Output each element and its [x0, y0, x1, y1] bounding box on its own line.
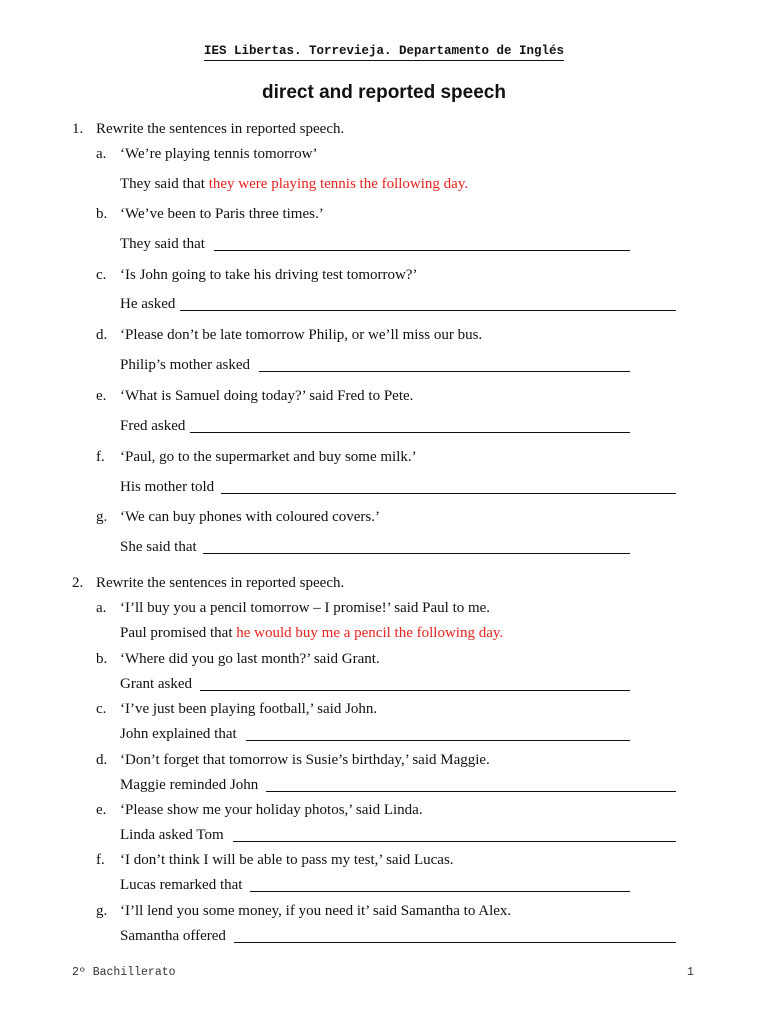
answer-blank[interactable] — [234, 942, 676, 943]
item-letter: g. — [96, 509, 108, 525]
item-quote: ‘We’ve been to Paris three times.’ — [120, 206, 324, 222]
answer-prompt-group — [120, 175, 468, 193]
answer-blank[interactable] — [214, 250, 630, 251]
item-quote: ‘We’re playing tennis tomorrow’ — [120, 146, 318, 162]
item-quote: ‘Is John going to take his driving test tomorrow?’ — [120, 267, 418, 283]
answer-prompt: Lucas remarked that — [120, 877, 243, 893]
item-letter: f. — [96, 449, 105, 465]
answer-prompt: They said that — [120, 176, 205, 192]
answer-prompt: John explained that — [120, 726, 237, 742]
answer-prompt: Fred asked — [120, 418, 186, 434]
answer-blank[interactable] — [200, 690, 630, 691]
page-title: direct and reported speech — [262, 82, 506, 103]
item-letter: a. — [96, 600, 107, 616]
item-letter: e. — [96, 802, 107, 818]
item-letter: a. — [96, 146, 107, 162]
section-instruction: Rewrite the sentences in reported speech. — [96, 575, 345, 591]
item-letter: f. — [96, 852, 105, 868]
answer-prompt-group — [120, 624, 503, 642]
answer-blank[interactable] — [246, 740, 630, 741]
answer-text: they were playing tennis the following day. — [208, 176, 469, 192]
item-quote: ‘Where did you go last month?’ said Grant. — [120, 651, 380, 667]
answer-prompt: Linda asked Tom — [120, 827, 224, 843]
answer-blank[interactable] — [190, 432, 630, 433]
item-letter: g. — [96, 903, 108, 919]
section-number: 2. — [72, 575, 84, 591]
answer-blank[interactable] — [259, 371, 630, 372]
answer-blank[interactable] — [221, 493, 676, 494]
answer-blank[interactable] — [266, 791, 676, 792]
item-quote: ‘What is Samuel doing today?’ said Fred to Pete. — [120, 388, 414, 404]
answer-prompt: Maggie reminded John — [120, 777, 259, 793]
item-letter: d. — [96, 327, 108, 343]
item-letter: b. — [96, 651, 108, 667]
item-letter: b. — [96, 206, 108, 222]
answer-prompt: She said that — [120, 539, 197, 555]
item-quote: ‘Don’t forget that tomorrow is Susie’s birthday,’ said Maggie. — [120, 752, 490, 768]
answer-prompt: Samantha offered — [120, 928, 226, 944]
item-letter: e. — [96, 388, 107, 404]
item-quote: ‘I’ll lend you some money, if you need it’ said Samantha to Alex. — [120, 903, 512, 919]
item-quote: ‘I don’t think I will be able to pass my test,’ said Lucas. — [120, 852, 454, 868]
item-letter: c. — [96, 701, 107, 717]
answer-prompt: Philip’s mother asked — [120, 357, 250, 373]
answer-prompt: He asked — [120, 296, 176, 312]
answer-prompt: Grant asked — [120, 676, 193, 692]
footer-page-number: 1 — [687, 966, 694, 979]
item-quote: ‘Paul, go to the supermarket and buy some milk.’ — [120, 449, 417, 465]
item-quote: ‘Please show me your holiday photos,’ said Linda. — [120, 802, 423, 818]
item-quote: ‘We can buy phones with coloured covers.’ — [120, 509, 380, 525]
document-header — [0, 41, 768, 59]
item-letter: d. — [96, 752, 108, 768]
answer-prompt: His mother told — [120, 479, 215, 495]
answer-blank[interactable] — [233, 841, 676, 842]
item-quote: ‘I’ll buy you a pencil tomorrow – I promise!’ said Paul to me. — [120, 600, 491, 616]
answer-blank[interactable] — [180, 310, 676, 311]
answer-prompt: They said that — [120, 236, 205, 252]
section-instruction: Rewrite the sentences in reported speech. — [96, 121, 345, 137]
item-letter: c. — [96, 267, 107, 283]
footer-course: 2º Bachillerato — [72, 966, 176, 979]
answer-blank[interactable] — [203, 553, 630, 554]
item-quote: ‘Please don’t be late tomorrow Philip, or we’ll miss our bus. — [120, 327, 483, 343]
answer-text: he would buy me a pencil the following day. — [236, 625, 504, 641]
item-quote: ‘I’ve just been playing football,’ said John. — [120, 701, 378, 717]
section-number: 1. — [72, 121, 84, 137]
answer-blank[interactable] — [250, 891, 630, 892]
header-text: IES Libertas. Torrevieja. Departamento de Inglés — [204, 44, 564, 61]
answer-prompt: Paul promised that — [120, 625, 233, 641]
